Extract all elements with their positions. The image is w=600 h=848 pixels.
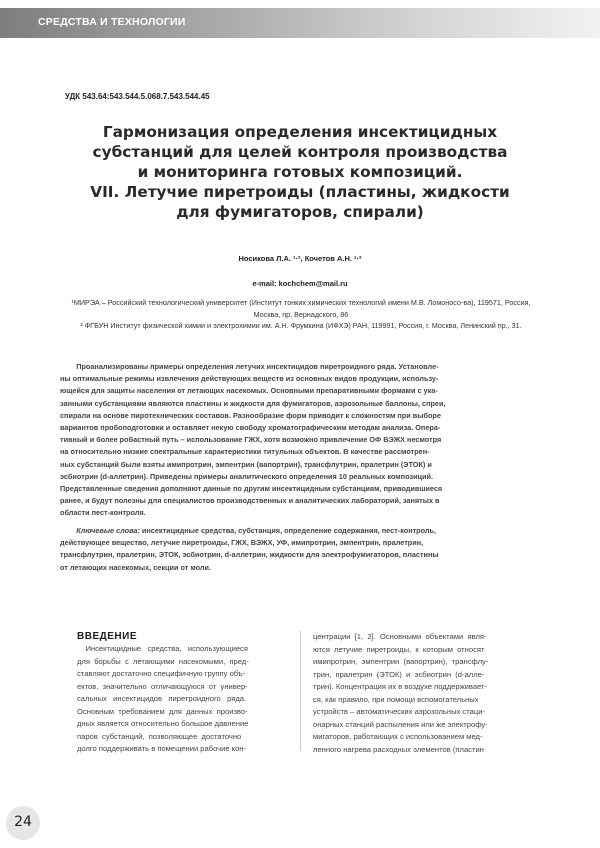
abstract-line: области пест-контроля. — [60, 508, 146, 518]
keywords-first-line — [60, 525, 533, 537]
abstract-line: на относительно низкие спектральные характеристики титульных объектов. В качестве рассмотрен- — [60, 447, 430, 457]
intro-line: ются летучие пиретроиды, к которым относят — [313, 644, 485, 654]
intro-line: Основным требованием для данных произво- — [77, 706, 248, 716]
title-line: субстанций для целей контроля производства — [92, 143, 508, 161]
abstract-line: тивный и более робастный путь – использование ГЖХ, хотя возможно привлечение ОФ ВЭЖХ несмотря — [60, 435, 442, 445]
intro-line: трин, пралетрин (ЭТОК) и эсбиотрин (d-алле- — [313, 669, 485, 679]
intro-line: паров субстанций, позволяющее достаточно — [77, 731, 242, 741]
intro-line: ленного нагрева расходных элементов (пластин — [313, 744, 484, 754]
keywords-line: трансфлутрин, пралетрин, ЭТОК, эсбиотрин, d-аллетрин, жидкости для электрофумигаторов, пластины — [60, 550, 439, 560]
author-email: e-mail: kochchem@mail.ru — [252, 279, 348, 288]
affiliation-2: ² ФГБУН Институт физической химии и электрохимии им. А.Н. Фрумкина (ИФХЭ) РАН, 119991, Россия, г. Москва, Ленинский пр., 31. — [80, 321, 522, 330]
intro-line: имипротрин, эмпентрин (вапортрин), трансфлу- — [313, 657, 489, 666]
udc-code: УДК 543.64:543.544.5.068.7.543.544.45 — [65, 92, 210, 101]
intro-line: центрации [1, 2]. Основными объектами явля- — [313, 632, 487, 641]
abstract-line: Проанализированы примеры определения летучих инсектицидов пиретроидного ряда. Установле- — [60, 362, 439, 371]
title-line: для фумигаторов, спирали) — [176, 203, 424, 221]
intro-line: ставляют достаточно специфичную группу объ- — [77, 669, 246, 678]
abstract-line: спирали на основе пиротехнических составов. Разнообразие форм приводит к сложностям при выборе — [60, 410, 441, 420]
intro-line: для борьбы с летающими насекомыми, пред- — [77, 656, 249, 666]
section-header-title: СРЕДСТВА И ТЕХНОЛОГИИ — [38, 16, 186, 28]
abstract-line: эсбиотрин (d-аллетрин). Приведены примеры аналитического определения 10 реальных композиций. — [60, 471, 434, 481]
title-line: и мониторинга готовых композиций. — [137, 163, 463, 181]
intro-left-column — [77, 643, 289, 756]
column-divider — [300, 631, 301, 751]
keywords-text: инсектицидные средства, субстанция, определение содержания, пест-контроль, — [139, 526, 437, 535]
abstract-line: ющейся для защиты населения от летающих насекомых. Основными препаративными формами с ука- — [60, 386, 438, 396]
abstract-line: Представленные сведения дополняют данные по другим инсектицидным субстанциям, приводившиеся — [60, 484, 443, 494]
intro-line: ектов, значительно отличающуюся от универ- — [77, 681, 248, 691]
intro-line: дных является относительно большое давление — [77, 719, 249, 728]
abstract-line: ных субстанций были взяты имипротрин, эмпентрин (вапортрин), трансфлутрин, пралетрин (ЭТОК) и — [60, 459, 432, 469]
keywords-line: действующее вещество, летучие пиретроиды, ГЖХ, ВЭЖХ, УФ, имипротрин, эмпентрин, пралетрин, — [60, 538, 424, 548]
abstract-line: ранее, и будут полезны для специалистов производственных и аналитических лабораторий, занятых в — [60, 496, 440, 506]
intro-line: ся, как правило, при помощи вспомогательных — [313, 694, 479, 704]
page-number: 24 — [14, 814, 32, 830]
article-title — [55, 122, 545, 222]
title-line: VII. Летучие пиретроиды (пластины, жидкости — [90, 183, 510, 201]
title-line: Гармонизация определения инсектицидных — [102, 123, 498, 141]
abstract-line: занными субстанциями являются пластины и жидкости для фумигаторов, аэрозольные баллоны, спреи, — [60, 398, 446, 408]
abstract-line: ны оптимальные режимы извлечения действующих веществ из основных видов продукции, использу- — [60, 374, 439, 384]
authors: Носикова Л.А. ¹·², Кочетов А.Н. ¹·² — [238, 254, 362, 263]
intro-line: онарных станций распыления или же электрофу- — [313, 719, 488, 729]
keywords-label: Ключевые слова: — [76, 526, 140, 535]
intro-right-column — [313, 631, 525, 756]
intro-line: трин). Концентрация их в воздухе поддерживает- — [313, 682, 488, 691]
intro-line: Инсектицидные средства, использующиеся — [77, 644, 248, 653]
affiliation-1: ¹МИРЭА – Российский технологический университет (Институт тонких химических технологий имени М.В. Ломоносо-ва), 119571, Россия, Москва, пр. Вернадского, 86 — [71, 298, 531, 319]
intro-line: устройств – автоматических аэрозольных стаци- — [313, 707, 485, 716]
keywords — [60, 525, 533, 574]
keywords-line: от летающих насекомых, секции от моли. — [60, 562, 212, 572]
abstract — [60, 361, 533, 520]
intro-heading: ВВЕДЕНИЕ — [77, 631, 137, 642]
intro-line: мигаторов, работающих с использованием мед- — [313, 732, 483, 741]
abstract-line: вариантов пробоподготовки и оставляет некую свободу хроматографическим методам анализа. Опера- — [60, 423, 441, 433]
intro-line: сальных инсектицидов пиретроидного ряда. — [77, 694, 247, 703]
intro-line: долго поддерживать в помещении рабочие кон- — [77, 744, 247, 753]
